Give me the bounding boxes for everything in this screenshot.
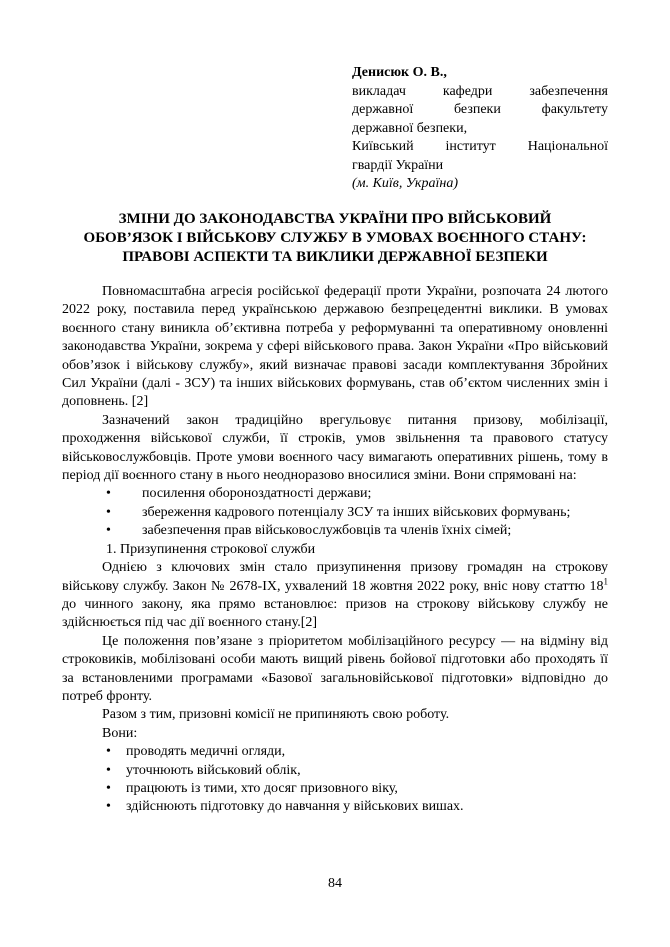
author-block bbox=[352, 64, 608, 194]
page-number: 84 bbox=[328, 876, 342, 891]
list-item-text: забезпечення прав військовослужбовців та членів їхніх сімей; bbox=[142, 523, 512, 539]
list-item bbox=[62, 762, 608, 780]
paragraph: Повномасштабна агресія російської федерації проти України, розпочата 24 лютого 2022 року, поставила перед українською державою безпрецедентні виклики. В умовах воєнного стану виникла об’єктивна потреба у реформуванні та оперативному оновленні законодавства України, зокрема у сфері військового права. Закон України «Про військовий обов’язок і військову службу», який визначає правові засади комплектування Збройних Сил України (далі - ЗСУ) та інших військових формувань, став об’єктом численних змін і доповнень. [2] bbox=[62, 284, 608, 410]
bullet-icon: • bbox=[106, 504, 111, 520]
bullet-icon: • bbox=[106, 523, 111, 539]
list-item-text bbox=[62, 504, 608, 522]
author-position-line: Київський інститут Національної bbox=[352, 139, 608, 154]
list-item bbox=[62, 485, 608, 503]
paragraph: Вони: bbox=[102, 725, 138, 741]
paragraph: Разом з тим, призовні комісії не припиняють свою роботу. bbox=[102, 707, 450, 723]
title-line: ЗМІНИ ДО ЗАКОНОДАВСТВА УКРАЇНИ ПРО ВІЙСЬКОВИЙ bbox=[118, 211, 552, 227]
title-line: ПРАВОВІ АСПЕКТИ ТА ВИКЛИКИ ДЕРЖАВНОЇ БЕЗПЕКИ bbox=[122, 249, 548, 265]
paragraph bbox=[62, 559, 608, 633]
list-item bbox=[62, 743, 608, 761]
author-position-line: державної безпеки, bbox=[352, 120, 468, 136]
paragraph-text: до чинного закону, яка прямо встановлює: призов на строкову військову службу не здійснюється під час дії воєнного стану.[2] bbox=[62, 596, 608, 631]
list-item bbox=[62, 504, 608, 522]
section-heading: 1. Призупинення строкової служби bbox=[106, 541, 316, 557]
list-item-text: посилення обороноздатності держави; bbox=[142, 486, 372, 502]
bullet-icon: • bbox=[106, 762, 111, 778]
paragraph-text: Однією з ключових змін стало призупинення призову громадян на строкову військову службу. Закон № 2678-IX, ухвалений 18 жовтня 2022 року, вніс нову статтю 18 bbox=[62, 560, 608, 594]
list-item bbox=[62, 522, 608, 540]
bullet-icon: • bbox=[106, 799, 111, 815]
list-item-text: уточнюють військовий облік, bbox=[126, 762, 301, 778]
list-item-text: здійснюють підготовку до навчання у військових вишах. bbox=[126, 799, 464, 815]
author-name: Денисюк О. В., bbox=[352, 65, 447, 80]
author-position-line: викладач кафедри забезпечення bbox=[352, 83, 608, 99]
author-position-line: державної безпеки факультету bbox=[352, 102, 608, 117]
list-item bbox=[62, 780, 608, 798]
title-line: ОБОВ’ЯЗОК І ВІЙСЬКОВУ СЛУЖБУ В УМОВАХ ВОЄННОГО СТАНУ: bbox=[83, 230, 587, 246]
article-title bbox=[60, 210, 610, 267]
bullet-icon: • bbox=[106, 744, 111, 760]
article-body bbox=[62, 283, 608, 817]
list-item bbox=[62, 798, 608, 816]
paragraph: Зазначений закон традиційно врегульовує питання призову, мобілізації, проходження військової служби, її строків, умов звільнення та правового статусу військовослужбовців. Проте умови воєнного часу вимагають оперативних рішень, тому в період дії воєнного стану в нього неодноразово вносилися зміни. Вони спрямовані на: bbox=[62, 412, 608, 484]
author-position-line: гвардії України bbox=[352, 157, 444, 173]
bullet-icon: • bbox=[106, 486, 111, 502]
paragraph: Це положення пов’язане з пріоритетом мобілізаційного ресурсу — на відміну від строковиків, мобілізовані особи мають вищий рівень бойової підготовки або проходять її за встановленими програмами «Базової загальновійськової підготовки» відповідно до потреб фронту. bbox=[62, 633, 608, 704]
author-city: (м. Київ, Україна) bbox=[352, 176, 458, 191]
list-item-label: збереження кадрового потенціалу ЗСУ та інших військових формувань; bbox=[142, 504, 571, 520]
bullet-icon: • bbox=[106, 780, 111, 796]
superscript: 1 bbox=[603, 575, 608, 586]
list-item-text: проводять медичні огляди, bbox=[126, 744, 286, 760]
list-item-text: працюють із тими, хто досяг призовного віку, bbox=[126, 780, 398, 796]
